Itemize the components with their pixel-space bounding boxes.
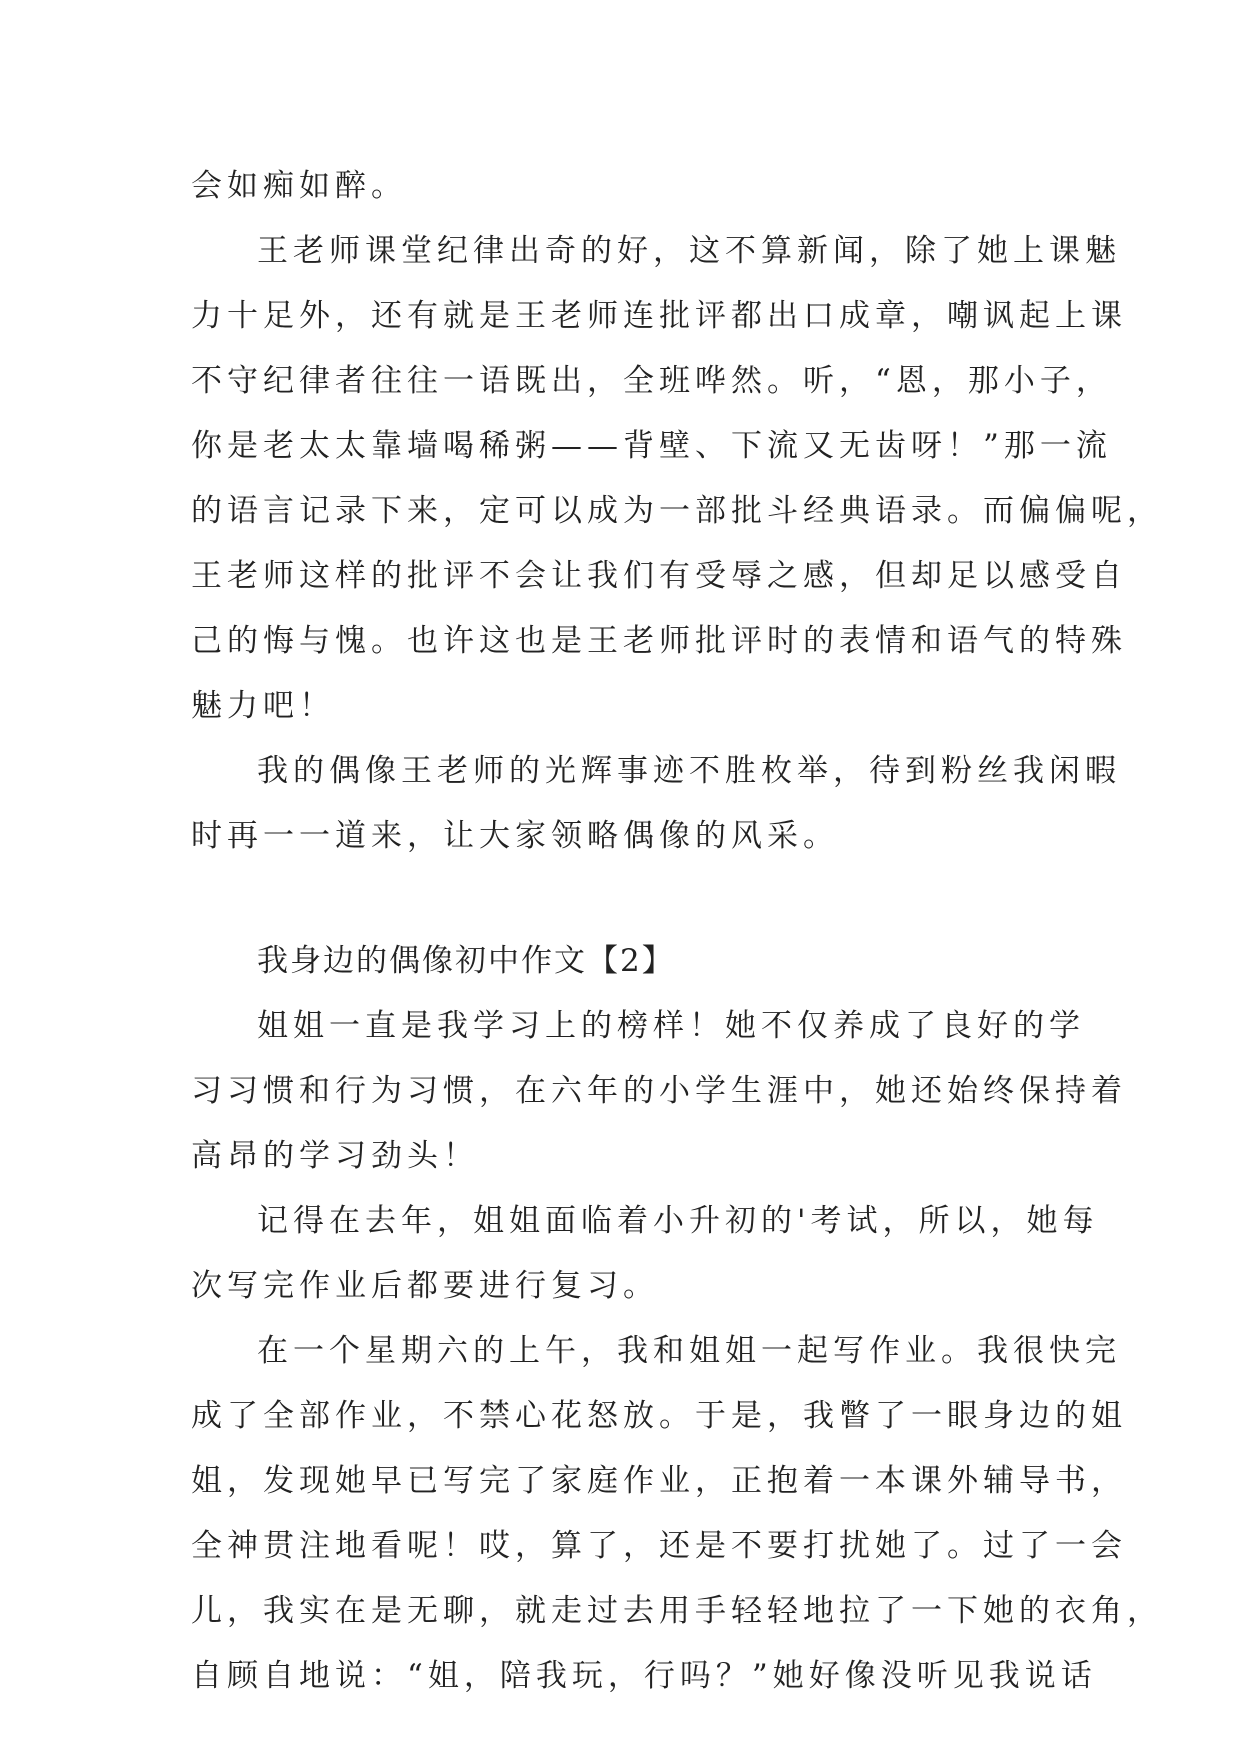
text-line: 自顾自地说：“姐，陪我玩，行吗？”她好像没听见我说话 [191,1658,1097,1694]
paragraph-start-line: 我的偶像王老师的光辉事迹不胜枚举，待到粉丝我闲暇 [257,753,1121,789]
text-line: 全神贯注地看呢！哎，算了，还是不要打扰她了。过了一会 [191,1528,1127,1564]
essay-text [191,154,1163,1709]
text-line: 不守纪律者往往一语既出，全班哗然。听，“恩，那小子， [191,363,1112,399]
text-line: 姐，发现她早已写完了家庭作业，正抱着一本课外辅导书， [191,1463,1127,1499]
text-line: 魅力吧！ [191,688,335,724]
text-line: 高昂的学习劲头！ [191,1138,479,1174]
section-gap [191,869,1069,929]
text-line: 王老师这样的批评不会让我们有受辱之感，但却足以感受自 [191,558,1127,594]
text-line: 儿，我实在是无聊，就走过去用手轻轻地拉了一下她的衣角， [191,1593,1163,1629]
paragraph-start-line: 在一个星期六的上午，我和姐姐一起写作业。我很快完 [257,1333,1121,1369]
paragraph-start-line: 王老师课堂纪律出奇的好，这不算新闻，除了她上课魅 [257,233,1121,269]
text-line: 会如痴如醉。 [191,168,407,204]
text-line: 力十足外，还有就是王老师连批评都出口成章，嘲讽起上课 [191,298,1127,334]
text-line: 习习惯和行为习惯，在六年的小学生涯中，她还始终保持着 [191,1073,1127,1109]
text-line: 你是老太太靠墙喝稀粥——背壁、下流又无齿呀！”那一流 [191,428,1112,464]
text-line: 己的悔与愧。也许这也是王老师批评时的表情和语气的特殊 [191,623,1127,659]
text-line: 的语言记录下来，定可以成为一部批斗经典语录。而偏偏呢， [191,493,1163,529]
paragraph-start-line: 姐姐一直是我学习上的榜样！她不仅养成了良好的学 [257,1008,1085,1044]
text-line: 成了全部作业，不禁心花怒放。于是，我瞥了一眼身边的姐 [191,1398,1127,1434]
text-line: 时再一一道来，让大家领略偶像的风采。 [191,818,839,854]
text-line: 次写完作业后都要进行复习。 [191,1268,659,1304]
section-heading: 我身边的偶像初中作文【2】 [257,943,675,979]
paragraph-start-line: 记得在去年，姐姐面临着小升初的'考试，所以，她每 [257,1203,1099,1239]
